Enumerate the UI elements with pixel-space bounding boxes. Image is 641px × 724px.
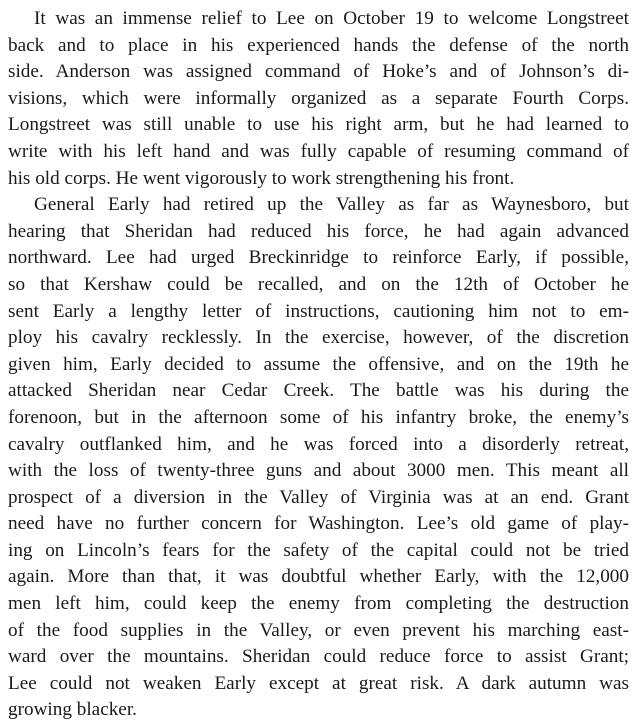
text-line: prospect of a diversion in the Valley of Virginia was at an end. Grant <box>8 486 629 508</box>
text-line: hearing that Sheridan had reduced his force, he had again advanced <box>8 220 629 242</box>
text-line: forenoon, but in the afternoon some of his infantry broke, the enemy’s <box>8 406 629 428</box>
text-line: Lee could not weaken Early except at great risk. A dark autumn was <box>8 672 629 694</box>
text-line: of the food supplies in the Valley, or even prevent his marching east- <box>8 619 629 641</box>
text-line: sent Early a lengthy letter of instructions, cautioning him not to em- <box>8 300 629 322</box>
text-line: his old corps. He went vigorously to work strengthening his front. <box>8 167 515 189</box>
text-line: men left him, could keep the enemy from completing the destruction <box>8 593 629 615</box>
paragraph-1 <box>8 6 629 192</box>
text-line: need have no further concern for Washington. Lee’s old game of play- <box>8 513 629 535</box>
paragraph-2 <box>8 192 629 724</box>
text-line: ploy his cavalry recklessly. In the exercise, however, of the discretion <box>8 327 629 349</box>
text-line: growing blacker. <box>8 699 137 721</box>
text-line: back and to place in his experienced hands the defense of the north <box>8 34 629 56</box>
text-line: write with his left hand and was fully capable of resuming command of <box>8 140 629 162</box>
text-line: ward over the mountains. Sheridan could reduce force to assist Grant; <box>8 646 629 668</box>
text-line: side. Anderson was assigned command of Hoke’s and of Johnson’s di- <box>8 61 629 83</box>
text-line: Longstreet was still unable to use his right arm, but he had learned to <box>8 114 629 136</box>
text-line: given him, Early decided to assume the offensive, and on the 19th he <box>8 353 629 375</box>
text-line: northward. Lee had urged Breckinridge to reinforce Early, if possible, <box>8 247 629 269</box>
book-page <box>8 6 629 724</box>
text-line: attacked Sheridan near Cedar Creek. The battle was his during the <box>8 380 629 402</box>
text-line: cavalry outflanked him, and he was forced into a disorderly retreat, <box>8 433 629 455</box>
text-line: It was an immense relief to Lee on October 19 to welcome Longstreet <box>34 8 629 29</box>
text-line: again. More than that, it was doubtful whether Early, with the 12,000 <box>8 566 629 588</box>
text-line: with the loss of twenty-three guns and about 3000 men. This meant all <box>8 460 629 482</box>
text-line: ing on Lincoln’s fears for the safety of the capital could not be tried <box>8 539 629 561</box>
text-line: visions, which were informally organized as a separate Fourth Corps. <box>8 87 629 109</box>
text-line: so that Kershaw could be recalled, and on the 12th of October he <box>8 273 629 295</box>
text-line: General Early had retired up the Valley as far as Waynesboro, but <box>34 194 629 216</box>
